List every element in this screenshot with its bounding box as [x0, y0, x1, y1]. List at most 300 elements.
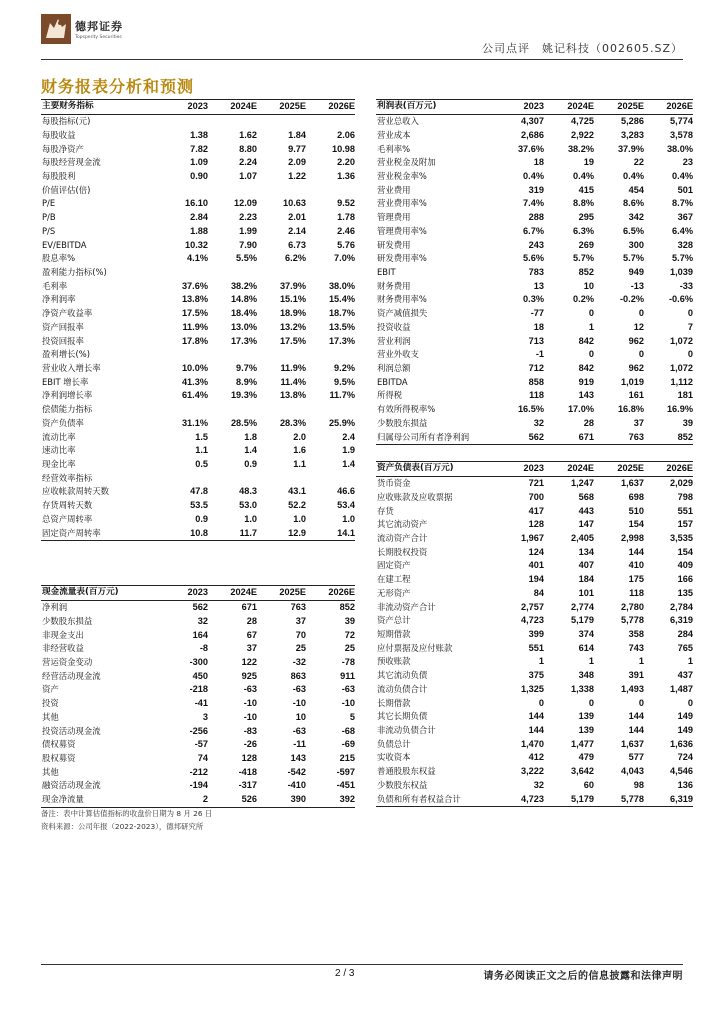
- cell-value: 399: [528, 628, 544, 639]
- table-row: [41, 600, 355, 614]
- table-row: [41, 266, 355, 280]
- year-header: 2025E: [594, 462, 644, 477]
- cell-value: 243: [528, 239, 544, 250]
- cell-value: 1,477: [571, 738, 594, 749]
- cell-value: 1.84: [288, 129, 306, 140]
- cell-value: 1.36: [337, 170, 355, 181]
- cell-value: [306, 471, 355, 485]
- cell-value: 5,286: [621, 116, 644, 127]
- cell-value: 139: [578, 711, 594, 722]
- cell-value: 2.84: [190, 212, 208, 223]
- table-row: [41, 656, 355, 670]
- row-label: 负债总计: [377, 738, 411, 749]
- table-row: [41, 293, 355, 307]
- row-label: 研发费用率%: [377, 253, 427, 264]
- cell-value: 0.90: [190, 170, 208, 181]
- cell-value: 149: [677, 725, 693, 736]
- table-row: [41, 279, 355, 293]
- row-label: 货币资金: [377, 478, 411, 489]
- cell-value: 15.4%: [328, 294, 355, 305]
- table-row: [41, 458, 355, 472]
- row-label: 投资: [42, 698, 59, 709]
- cell-value: 37.9%: [279, 280, 306, 291]
- cell-value: 1,636: [670, 738, 693, 749]
- row-label: 其它流动资产: [377, 519, 428, 530]
- cell-value: -300: [189, 656, 208, 667]
- row-label: 少数股东损益: [377, 417, 428, 428]
- cell-value: 128: [528, 519, 544, 530]
- cell-value: -418: [238, 766, 257, 777]
- cell-value: 0.2%: [573, 294, 594, 305]
- cell-value: 16.9%: [666, 404, 693, 415]
- cell-value: 52.2: [288, 500, 306, 511]
- data-source-note: 资料来源：公司年报（2022-2023），德邦研究所: [41, 822, 204, 831]
- cell-value: 0: [638, 349, 644, 360]
- cell-value: 2.0: [293, 431, 306, 442]
- cell-value: 1,338: [571, 683, 594, 694]
- table-row: [376, 751, 693, 765]
- cell-value: 32: [533, 417, 544, 428]
- table-row: [376, 197, 693, 211]
- cell-value: 0.3%: [523, 294, 544, 305]
- cell-value: 1,072: [670, 363, 693, 374]
- cell-value: [257, 471, 306, 485]
- cell-value: 1.0: [342, 513, 355, 524]
- table-row: [41, 389, 355, 403]
- cell-value: 1.09: [190, 157, 208, 168]
- cell-value: 23: [682, 157, 693, 168]
- table-row: [41, 252, 355, 266]
- cell-value: 2,998: [621, 532, 644, 543]
- cell-value: 551: [528, 642, 544, 653]
- cell-value: 0: [638, 697, 644, 708]
- cell-value: 1.99: [239, 225, 257, 236]
- row-label: 总资产周转率: [42, 513, 93, 524]
- cell-value: -68: [341, 725, 355, 736]
- cell-value: 671: [241, 602, 257, 613]
- cell-value: 154: [677, 546, 693, 557]
- row-label: EBIT 增长率: [42, 376, 89, 387]
- cell-value: 763: [594, 430, 644, 444]
- row-label: 少数股东权益: [377, 779, 428, 790]
- row-label: 净资产收益率: [42, 308, 93, 319]
- cell-value: 4,725: [571, 116, 594, 127]
- table-row: [41, 683, 355, 697]
- cell-value: 501: [677, 184, 693, 195]
- row-label: 长期股权投资: [377, 546, 428, 557]
- row-label: 非流动负债合计: [377, 725, 436, 736]
- row-label: 存货: [377, 505, 394, 516]
- cell-value: 5,778: [621, 615, 644, 626]
- row-label: EBITDA: [377, 376, 408, 387]
- cell-value: 3,535: [670, 532, 693, 543]
- cell-value: 39: [682, 417, 693, 428]
- cell-value: 1,487: [670, 683, 693, 694]
- cell-value: 0.9: [244, 459, 257, 470]
- cell-value: 38.0%: [666, 143, 693, 154]
- cell-value: 1,019: [621, 376, 644, 387]
- cell-value: 39: [344, 615, 355, 626]
- cell-value: 724: [677, 752, 693, 763]
- cell-value: 0.4%: [623, 170, 644, 181]
- cell-value: 1.4: [244, 445, 257, 456]
- cell-value: 1: [588, 656, 594, 667]
- table-row: [376, 490, 693, 504]
- row-label: 毛利率%: [377, 143, 411, 154]
- row-label: EV/EBITDA: [42, 239, 87, 250]
- cell-value: 0.9: [195, 513, 208, 524]
- cell-value: -32: [292, 656, 306, 667]
- row-label: 价值评估(倍): [42, 184, 91, 195]
- cell-value: [306, 266, 355, 280]
- table-title: 主要财务指标: [41, 100, 158, 115]
- row-label: 固定资产: [377, 560, 411, 571]
- table-row: [376, 334, 693, 348]
- cell-value: 144: [528, 711, 544, 722]
- row-label: 普通股股东权益: [377, 766, 436, 777]
- table-row: [376, 362, 693, 376]
- cell-value: 43.1: [288, 486, 306, 497]
- cell-value: 1.78: [337, 212, 355, 223]
- row-label: 应付票据及应付账款: [377, 642, 453, 653]
- cell-value: 2.4: [342, 431, 355, 442]
- table-row: [376, 321, 693, 335]
- cell-value: [257, 348, 306, 362]
- cell-value: -63: [341, 684, 355, 695]
- cell-value: 19.3%: [230, 390, 257, 401]
- cell-value: 13.5%: [328, 321, 355, 332]
- cell-value: 437: [677, 670, 693, 681]
- cell-value: 6.5%: [623, 225, 644, 236]
- cell-value: 215: [339, 752, 355, 763]
- row-label: 长期借款: [377, 697, 411, 708]
- cell-value: 450: [192, 670, 208, 681]
- cell-value: 0: [687, 697, 693, 708]
- cell-value: 9.5%: [334, 376, 355, 387]
- cell-value: 863: [290, 670, 306, 681]
- row-label: 营业外收支: [377, 349, 419, 360]
- cell-value: [306, 183, 355, 197]
- cell-value: -26: [243, 739, 257, 750]
- table-row: [376, 142, 693, 156]
- cell-value: 6,319: [670, 615, 693, 626]
- year-header: 2025E: [257, 100, 306, 115]
- row-label: 现金净流量: [41, 793, 158, 807]
- table-row: [376, 293, 693, 307]
- cell-value: 194: [528, 574, 544, 585]
- cell-value: 858: [528, 376, 544, 387]
- cell-value: 269: [578, 239, 594, 250]
- cell-value: 8.6%: [623, 198, 644, 209]
- cell-value: 46.6: [337, 486, 355, 497]
- table-row: [376, 683, 693, 697]
- cell-value: 61.4%: [181, 390, 208, 401]
- cell-value: 5,774: [670, 116, 693, 127]
- cell-value: -41: [194, 698, 208, 709]
- row-label: 非流动资产合计: [377, 601, 436, 612]
- cell-value: -218: [189, 684, 208, 695]
- cell-value: -8: [199, 643, 208, 654]
- cell-value: [158, 183, 208, 197]
- cell-value: 1.38: [190, 129, 208, 140]
- cell-value: 1.88: [190, 225, 208, 236]
- table-row: [376, 156, 693, 170]
- cell-value: [257, 266, 306, 280]
- year-header: 2023: [158, 586, 208, 601]
- row-label: 每股指标(元): [42, 116, 91, 127]
- cell-value: 2,405: [571, 532, 594, 543]
- cell-value: 1: [538, 656, 544, 667]
- cell-value: 4.1%: [187, 253, 208, 264]
- table-row: [376, 669, 693, 683]
- cell-value: 919: [578, 376, 594, 387]
- row-label: 营业税金率%: [377, 170, 427, 181]
- cell-value: 4,307: [521, 116, 544, 127]
- cell-value: 9.2%: [334, 363, 355, 374]
- table-row: [376, 307, 693, 321]
- table-row: [41, 142, 355, 156]
- cell-value: -0.6%: [668, 294, 693, 305]
- cell-value: 671: [544, 430, 594, 444]
- cell-value: 2,029: [670, 478, 693, 489]
- cell-value: 4,546: [670, 766, 693, 777]
- cell-value: -11: [293, 739, 306, 750]
- year-header: 2026E: [306, 100, 355, 115]
- row-label: 预收账款: [377, 656, 411, 667]
- cell-value: 0: [687, 308, 693, 319]
- cell-value: 1,493: [621, 683, 644, 694]
- cell-value: 1,039: [670, 266, 693, 277]
- year-header: 2026E: [644, 100, 693, 115]
- cell-value: 2.24: [239, 157, 257, 168]
- cell-value: -13: [630, 280, 644, 291]
- cell-value: 5,179: [571, 615, 594, 626]
- cell-value: 6,319: [644, 792, 693, 806]
- cell-value: 32: [197, 615, 208, 626]
- row-label: 实收资本: [377, 752, 411, 763]
- cell-value: 1.62: [239, 129, 257, 140]
- cell-value: 721: [528, 478, 544, 489]
- row-label: 短期借款: [377, 628, 411, 639]
- cell-value: 1,247: [571, 478, 594, 489]
- cell-value: 13.8%: [181, 294, 208, 305]
- cell-value: 134: [578, 546, 594, 557]
- cell-value: 0.4%: [523, 170, 544, 181]
- row-label: 投资回报率: [42, 335, 84, 346]
- cell-value: 14.8%: [230, 294, 257, 305]
- row-label: 营业税金及附加: [377, 157, 436, 168]
- page-title: 财务报表分析和预测: [41, 77, 195, 96]
- main-indicators-table: [41, 99, 355, 541]
- cell-value: 2.09: [288, 157, 306, 168]
- cell-value: 2,780: [621, 601, 644, 612]
- cell-value: 1.22: [288, 170, 306, 181]
- row-label: 有效所得税率%: [377, 404, 436, 415]
- cell-value: 5,179: [544, 792, 594, 806]
- cell-value: 407: [578, 560, 594, 571]
- row-label: 速动比率: [42, 445, 76, 456]
- table-row: [376, 403, 693, 417]
- cell-value: 53.5: [190, 500, 208, 511]
- cell-value: 1,112: [670, 376, 693, 387]
- row-label: 资产回报率: [42, 321, 84, 332]
- table-row: [41, 156, 355, 170]
- row-label: 其它流动负债: [377, 670, 428, 681]
- table-row: [376, 114, 693, 128]
- cell-value: -63: [243, 684, 257, 695]
- cell-value: 562: [494, 430, 544, 444]
- cell-value: 1.8: [244, 431, 257, 442]
- cell-value: 67: [246, 629, 257, 640]
- cell-value: 136: [677, 779, 693, 790]
- cell-value: [208, 114, 257, 128]
- table-row: [41, 513, 355, 527]
- row-label: 净利润: [42, 602, 68, 613]
- year-header: 2024E: [208, 586, 257, 601]
- cell-value: 28: [583, 417, 594, 428]
- cell-value: 84: [533, 587, 544, 598]
- cell-value: 391: [628, 670, 644, 681]
- table-row: [41, 724, 355, 738]
- cell-value: 124: [528, 546, 544, 557]
- table-row: [41, 183, 355, 197]
- row-label: 毛利率: [42, 280, 68, 291]
- table-row: [376, 765, 693, 779]
- row-label: 投资收益: [377, 321, 411, 332]
- cell-value: 18: [533, 321, 544, 332]
- cell-value: -212: [189, 766, 208, 777]
- table-row: [376, 600, 693, 614]
- row-label: 管理费用: [377, 212, 411, 223]
- row-label: 营业费用: [377, 184, 411, 195]
- cell-value: 60: [583, 779, 594, 790]
- cell-value: 2.01: [288, 212, 306, 223]
- table-row: [41, 614, 355, 628]
- cell-value: 1: [638, 656, 644, 667]
- table-row: [41, 307, 355, 321]
- row-label: EBIT: [377, 266, 396, 277]
- table-row: [41, 471, 355, 485]
- cell-value: 38.2%: [230, 280, 257, 291]
- cell-value: 374: [578, 628, 594, 639]
- table-row: [376, 417, 693, 431]
- cell-value: 2.23: [239, 212, 257, 223]
- cell-value: 164: [192, 629, 208, 640]
- year-header: 2025E: [594, 100, 644, 115]
- cell-value: 842: [578, 363, 594, 374]
- company-logo: [41, 14, 123, 44]
- cell-value: -0.2%: [619, 294, 644, 305]
- cell-value: 161: [628, 390, 644, 401]
- table-row: [41, 710, 355, 724]
- cell-value: 17.3%: [230, 335, 257, 346]
- cell-value: 5.6%: [523, 253, 544, 264]
- row-label: 其他: [42, 766, 59, 777]
- cell-value: 37.9%: [617, 143, 644, 154]
- cell-value: 4,723: [521, 615, 544, 626]
- table-row: [376, 430, 693, 444]
- table-row: [41, 669, 355, 683]
- cell-value: 962: [628, 335, 644, 346]
- cell-value: -78: [341, 656, 355, 667]
- cell-value: -10: [243, 698, 257, 709]
- cell-value: 925: [241, 670, 257, 681]
- cell-value: 1.5: [195, 431, 208, 442]
- year-header: 2025E: [257, 586, 306, 601]
- cell-value: 10.8: [158, 526, 208, 540]
- cell-value: 16.5%: [517, 404, 544, 415]
- row-label: P/E: [42, 198, 56, 209]
- table-row: [41, 375, 355, 389]
- cell-value: 852: [339, 602, 355, 613]
- table-row: [41, 779, 355, 793]
- row-label: 所得税: [377, 390, 403, 401]
- cell-value: 5,778: [594, 792, 644, 806]
- table-row: [376, 737, 693, 751]
- row-label: 资产总计: [377, 615, 411, 626]
- table-row: [41, 417, 355, 431]
- cell-value: 9.52: [337, 198, 355, 209]
- cell-value: 28: [246, 615, 257, 626]
- cell-value: 1: [588, 321, 594, 332]
- cell-value: 128: [241, 752, 257, 763]
- cell-value: 0.4%: [573, 170, 594, 181]
- year-header: 2026E: [306, 586, 355, 601]
- cell-value: 2.46: [337, 225, 355, 236]
- table-row: [376, 504, 693, 518]
- cell-value: -317: [238, 780, 257, 791]
- cell-value: 415: [578, 184, 594, 195]
- table-row: [41, 224, 355, 238]
- table-header-row: [41, 586, 355, 601]
- cell-value: 4,723: [494, 792, 544, 806]
- cell-value: 17.5%: [279, 335, 306, 346]
- cell-value: 19: [583, 157, 594, 168]
- cell-value: 962: [628, 363, 644, 374]
- row-label: 净利润增长率: [42, 390, 93, 401]
- cash-flow-table: [41, 585, 355, 808]
- cell-value: [158, 348, 208, 362]
- cell-value: 53.4: [337, 500, 355, 511]
- cell-value: 479: [578, 752, 594, 763]
- cell-value: 2,686: [521, 129, 544, 140]
- table-row: [41, 526, 355, 540]
- cell-value: [257, 403, 306, 417]
- table-title: 利润表(百万元): [376, 100, 494, 115]
- table-row: [376, 348, 693, 362]
- table-row: [376, 628, 693, 642]
- cell-value: 135: [677, 587, 693, 598]
- cell-value: -63: [292, 684, 306, 695]
- table-row: [376, 266, 693, 280]
- cell-value: 1.6: [293, 445, 306, 456]
- table-row: [41, 628, 355, 642]
- cell-value: 144: [628, 725, 644, 736]
- cell-value: 18.4%: [230, 308, 257, 319]
- row-label: 流动资产合计: [377, 532, 428, 543]
- cell-value: [208, 348, 257, 362]
- row-label: 每股收益: [42, 129, 76, 140]
- cell-value: 562: [192, 602, 208, 613]
- cell-value: 526: [208, 793, 257, 807]
- cell-value: 17.0%: [567, 404, 594, 415]
- cell-value: [158, 266, 208, 280]
- cell-value: 712: [528, 363, 544, 374]
- cell-value: 12.9: [257, 526, 306, 540]
- cell-value: 101: [578, 587, 594, 598]
- cell-value: 12.09: [234, 198, 257, 209]
- cell-value: 25: [295, 643, 306, 654]
